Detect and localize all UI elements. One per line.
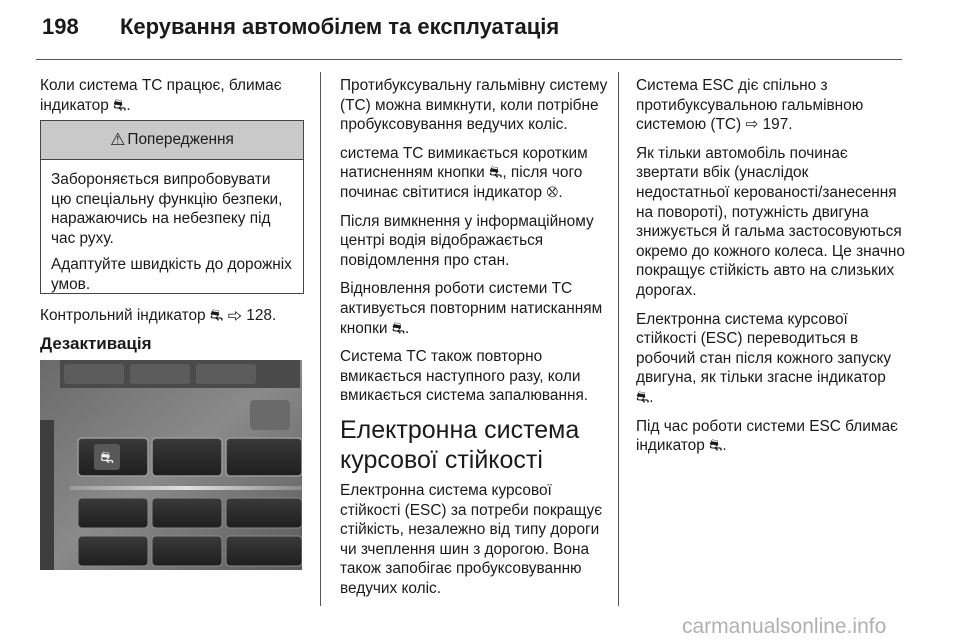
- column-divider-1: [320, 72, 321, 606]
- tc-ignition-paragraph: Система TC також повторно вмикається наступного разу, коли вмикається система запалювання.: [340, 348, 589, 405]
- column-1: [40, 76, 302, 124]
- warning-text-2: Адаптуйте швидкість до дорожніх умов.: [51, 256, 292, 293]
- esc-flashing-paragraph: Під час роботи системи ESC блимає індикатор ⛐.: [636, 417, 898, 455]
- warning-body: [41, 160, 303, 295]
- esc-section-title: Електронна система курсової стійкості: [340, 415, 580, 474]
- esc-tc-paragraph: Система ESC діє спільно з протибуксувальною гальмівною системою (TC) ⇨ 197.: [636, 77, 864, 134]
- column-3: [636, 76, 906, 465]
- tc-off-paragraph: Протибуксувальну гальмівну систему (TC) можна вимкнути, коли потрібне пробуксовування ведучих коліс.: [340, 77, 608, 134]
- deactivation-heading: Дезактивація: [40, 334, 152, 353]
- svg-text:⛐: ⛐: [100, 448, 114, 467]
- header-divider: [36, 59, 902, 60]
- esc-activation-paragraph: Електронна система курсової стійкості (ESC) переводиться в робочий стан після кожного запуску двигуна, як тільки згасне індикатор ⛐.: [636, 310, 892, 406]
- warning-text-1: Забороняється випробовувати цю спеціальну функцію безпеки, наражаючись на небезпеку під час руху.: [51, 171, 283, 247]
- tc-button-paragraph: система TC вимикається коротким натисненням кнопки ⛐, після чого починає світитися індикатор ⛒.: [340, 144, 588, 201]
- control-indicator-reference: Контрольний індикатор ⛐ ⇨ 128.: [40, 307, 277, 324]
- warning-box: [40, 120, 304, 294]
- dashboard-panel-image: [40, 360, 302, 570]
- column-divider-2: [618, 72, 619, 606]
- intro-paragraph: Коли система TC працює, блимає індикатор ⛐.: [40, 77, 282, 114]
- page-header: [42, 14, 902, 48]
- tc-button-photo: [40, 360, 302, 570]
- page-title: Керування автомобілем та експлуатація: [120, 14, 560, 39]
- watermark: carmanualsonline.info: [682, 615, 887, 638]
- esc-intro-paragraph: Електронна система курсової стійкості (ESC) за потреби покращує стійкість, незалежно від типу дороги чи зчеплення шин з дорогою. Вона також запобігає пробуксовуванню ведучих коліс.: [340, 481, 603, 597]
- warning-header: [41, 121, 303, 160]
- warning-title: Попередження: [127, 131, 234, 148]
- tc-reactivate-paragraph: Відновлення роботи системи TC активується повторним натисканням кнопки ⛐.: [340, 280, 603, 337]
- page-number: 198: [42, 14, 79, 39]
- esc-stability-paragraph: Як тільки автомобіль починає звертати вбік (унаслідок недостатньої керованості/занесення на повороті), потужність двигуна знижується й гальма застосовуються окремо до кожного колеса. Це значно покращує стійкість авто на слизьких дорогах.: [636, 144, 905, 299]
- column-2: [340, 76, 608, 607]
- status-message-paragraph: Після вимкнення у інформаційному центрі водія відображається повідомлення про стан.: [340, 212, 594, 269]
- warning-triangle-icon: ⚠: [110, 130, 126, 149]
